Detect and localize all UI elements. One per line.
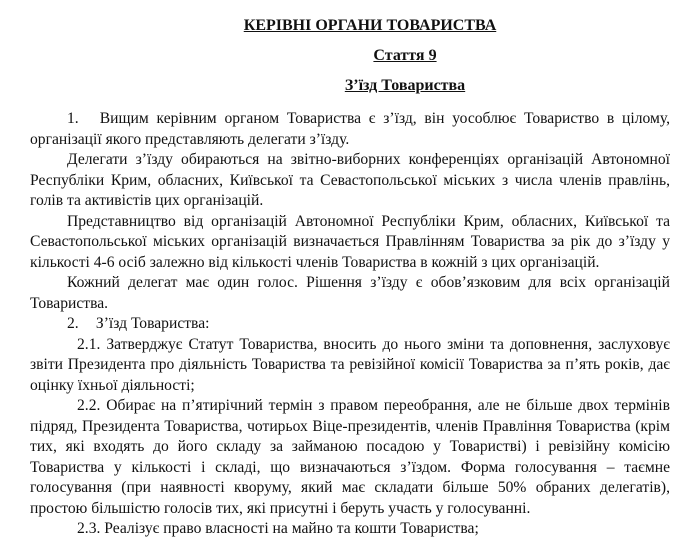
paragraph-text: 2.3. Реалізує право власності на майно та кошти Товариства; xyxy=(77,520,479,537)
paragraph-text: З’їзд Товариства: xyxy=(95,315,210,332)
paragraph-1 xyxy=(30,109,670,150)
paragraph-5 xyxy=(30,314,670,335)
document-title: КЕРІВНІ ОРГАНИ ТОВАРИСТВА xyxy=(243,17,497,34)
section-heading: З’їзд Товариства xyxy=(344,77,466,94)
paragraph-text: Кожний делегат має один голос. Рішення з’їзду є обов’язковим для всіх організацій Товариства. xyxy=(30,274,670,312)
paragraph-2 xyxy=(30,150,670,212)
paragraph-text: Вищим керівним органом Товариства є з’їзд, він уособлює Товариство в цілому, організації якого представляють делегати з’їзду. xyxy=(30,110,670,148)
paragraph-text: 2.2. Обирає на п’ятирічний термін з правом переобрання, але не більше двох термінів підряд, Президента Товариства, чотирьох Віце-президентів, членів Правління Товариства (крім тих, які входять до його складу за займаною посадою у Товаристві) і ревізійну комісію Товариства у кількості і складі, що визначаються з’їздом. Форма голосування – таємне голосування (при наявності кворуму, який має складати більше 50% обраних делегатів), простою більшістю голосів тих, які присутні і беруть участь у голосуванні. xyxy=(30,397,670,517)
paragraph-2-1 xyxy=(30,335,670,397)
paragraph-4 xyxy=(30,273,670,314)
paragraph-text: Представництво від організацій Автономної Республіки Крим, обласних, Київської та Севастопольської міських організацій визначається Правлінням Товариства за рік до з’їзду у кількості 4-6 осіб залежно від кількості членів Товариства в кожній з цих організацій. xyxy=(30,212,670,271)
paragraph-text: Делегати з’їзду обираються на звітно-виборних конференціях організацій Автономної Республіки Крим, обласних, Київської та Севастопольської міських з числа членів правлінь, голів та активістів цих організацій. xyxy=(30,151,670,209)
paragraph-2-3 xyxy=(30,519,670,540)
paragraph-number: 2. xyxy=(67,315,79,332)
paragraph-2-2 xyxy=(30,396,670,519)
paragraph-3 xyxy=(30,212,670,274)
paragraph-text: 2.1. Затверджує Статут Товариства, вносить до нього зміни та доповнення, заслуховує звіти Президента про діяльність Товариства та ревізійної комісії Товариства за п’ять років, дає оцінку їхньої діяльності; xyxy=(30,335,670,394)
article-heading: Стаття 9 xyxy=(373,47,437,64)
paragraph-number: 1. xyxy=(67,110,79,127)
